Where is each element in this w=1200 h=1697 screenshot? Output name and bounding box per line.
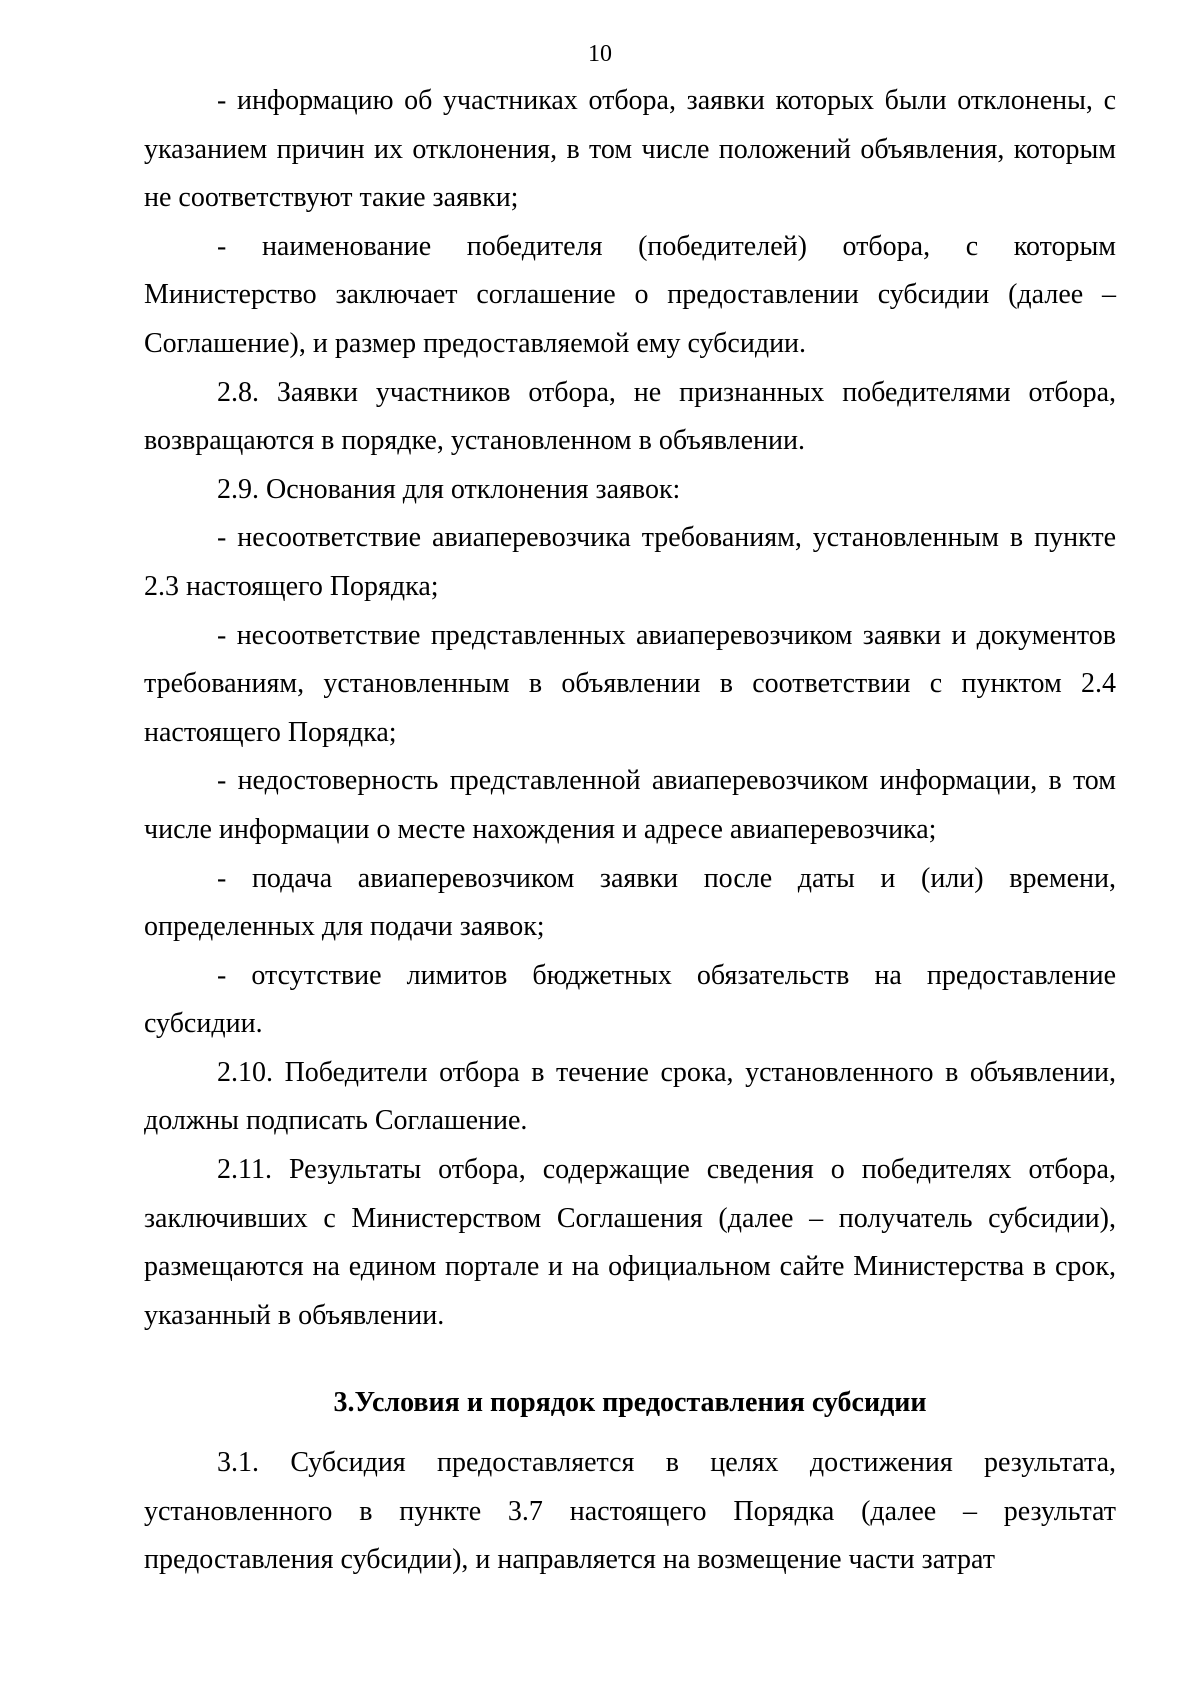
paragraph-rejection-reason-2: - несоответствие представленных авиаперевозчиком заявки и документов требованиям, установленным в объявлении в соответствии с пунктом 2.4 настоящего Порядка; (144, 619, 1116, 748)
section-heading: 3.Условия и порядок предоставления субсидии (333, 1387, 927, 1419)
paragraph-participants-rejected: - информацию об участниках отбора, заявки которых были отклонены, с указанием причин их отклонения, в том числе положений объявления, которым не соответствуют такие заявки; (144, 85, 1116, 214)
paragraph-2-9: 2.9. Основания для отклонения заявок: (217, 473, 681, 505)
page-number: 10 (588, 41, 612, 67)
paragraph-rejection-reason-1: - несоответствие авиаперевозчика требованиям, установленным в пункте 2.3 настоящего Порядка; (144, 522, 1116, 602)
paragraph-winner-name: - наименование победителя (победителей) отбора, с которым Министерство заключает соглашение о предоставлении субсидии (далее – Соглашение), и размер предоставляемой ему субсидии. (144, 230, 1116, 359)
paragraph-rejection-reason-4: - подача авиаперевозчиком заявки после даты и (или) времени, определенных для подачи заявок; (144, 862, 1116, 943)
paragraph-rejection-reason-5: - отсутствие лимитов бюджетных обязательств на предоставление субсидии. (144, 959, 1116, 1040)
paragraph-3-1: 3.1. Субсидия предоставляется в целях достижения результата, установленного в пункте 3.7 настоящего Порядка (далее – результат предоставления субсидии), и направляется на возмещение части затрат (144, 1447, 1116, 1576)
document-body (144, 77, 1116, 1585)
paragraph-2-11: 2.11. Результаты отбора, содержащие сведения о победителях отбора, заключивших с Министерством Соглашения (далее – получатель субсидии), размещаются на едином портале и на официальном сайте Министерства в срок, указанный в объявлении. (144, 1154, 1116, 1331)
paragraph-2-8: 2.8. Заявки участников отбора, не признанных победителями отбора, возвращаются в порядке, установленном в объявлении. (144, 376, 1116, 457)
paragraph-rejection-reason-3: - недостоверность представленной авиаперевозчиком информации, в том числе информации о месте нахождения и адресе авиаперевозчика; (144, 765, 1116, 845)
paragraph-2-10: 2.10. Победители отбора в течение срока, установленного в объявлении, должны подписать Соглашение. (144, 1056, 1116, 1137)
